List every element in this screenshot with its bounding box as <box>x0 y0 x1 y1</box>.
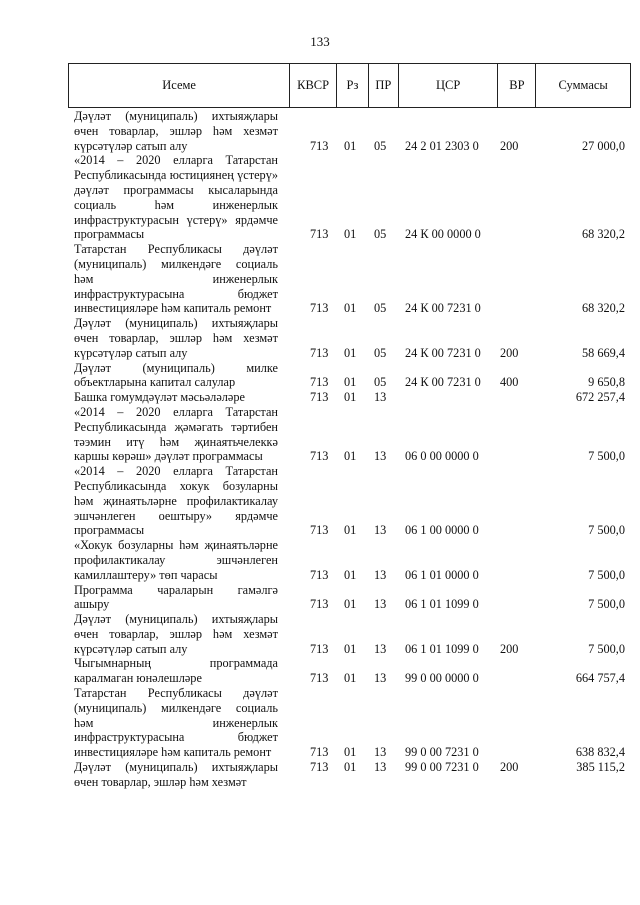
row-name-line: өчен товарлар, эшләр һәм хезмәт <box>74 626 278 641</box>
row-kvsr: 713 <box>310 567 329 582</box>
row-rz: 01 <box>344 345 357 360</box>
row-csr: 24 2 01 2303 0 <box>405 138 479 153</box>
row-name <box>68 464 278 538</box>
table-header <box>68 63 631 108</box>
table-row <box>68 361 631 391</box>
row-name-line: «2014 – 2020 елларга Татарстан <box>74 464 278 479</box>
row-name-line: Республикасында хокук бозуларны <box>74 478 278 493</box>
row-csr: 24 К 00 7231 0 <box>405 375 481 390</box>
row-rz: 01 <box>344 523 357 538</box>
row-name-line: (муниципаль) милкендәге социаль <box>74 256 278 271</box>
row-name-line: Дәүләт (муниципаль) ихтыяҗлары <box>74 316 278 331</box>
row-kvsr: 713 <box>310 641 329 656</box>
column-header-sum: Суммасы <box>535 64 630 107</box>
row-name-line: дәүләт программасы кысаларында <box>74 182 278 197</box>
row-kvsr: 713 <box>310 301 329 316</box>
row-name <box>68 242 278 316</box>
row-rz: 01 <box>344 301 357 316</box>
row-pr: 13 <box>374 449 387 464</box>
row-pr: 13 <box>374 523 387 538</box>
row-name-line: Республикасында җәмәгать тәртибен <box>74 419 278 434</box>
row-pr: 05 <box>374 138 387 153</box>
row-pr: 13 <box>374 641 387 656</box>
row-name <box>68 390 278 405</box>
page-number: 133 <box>310 34 330 49</box>
table-row <box>68 538 631 582</box>
row-name-line: (муниципаль) милкендәге социаль <box>74 700 278 715</box>
row-name-line: «2014 – 2020 елларга Татарстан <box>74 153 278 168</box>
row-name-line: Чыгымнарның программада <box>74 656 278 671</box>
row-sum: 672 257,4 <box>575 390 625 405</box>
row-name-line: Татарстан Республикасы дәүләт <box>74 242 278 257</box>
row-name-line: объектларына капитал салулар <box>74 375 236 390</box>
row-rz: 01 <box>344 641 357 656</box>
row-sum: 7 500,0 <box>588 567 625 582</box>
row-name-line: ашыру <box>74 597 110 612</box>
column-header-vr: ВР <box>497 64 535 107</box>
table-row <box>68 242 631 316</box>
row-csr: 06 1 01 0000 0 <box>405 567 479 582</box>
row-name-line: күрсәтүләр сатып алу <box>74 345 188 360</box>
row-csr: 24 К 00 7231 0 <box>405 345 481 360</box>
row-rz: 01 <box>344 745 357 760</box>
row-sum: 7 500,0 <box>588 449 625 464</box>
row-sum: 7 500,0 <box>588 641 625 656</box>
row-sum: 9 650,8 <box>588 375 625 390</box>
row-name-line: инфраструктурасына бюджет <box>74 730 278 745</box>
row-sum: 58 669,4 <box>581 345 625 360</box>
row-sum: 664 757,4 <box>575 671 625 686</box>
row-pr: 05 <box>374 345 387 360</box>
row-pr: 05 <box>374 301 387 316</box>
column-header-name: Исеме <box>162 78 196 92</box>
row-csr: 06 0 00 0000 0 <box>405 449 479 464</box>
table-row <box>68 405 631 464</box>
row-kvsr: 713 <box>310 138 329 153</box>
row-name-line: «Хокук бозуларны һәм җинаятьләрне <box>74 538 278 553</box>
column-header-csr: ЦСР <box>398 64 498 107</box>
column-header-pr: ПР <box>368 64 398 107</box>
column-header-kvsr: КВСР <box>289 64 336 107</box>
row-name <box>68 656 278 686</box>
row-pr: 05 <box>374 227 387 242</box>
row-vr: 200 <box>500 641 519 656</box>
row-pr: 13 <box>374 597 387 612</box>
row-pr: 13 <box>374 671 387 686</box>
row-name-line: Дәүләт (муниципаль) ихтыяҗлары <box>74 760 278 775</box>
row-name-line: камиллаштеру» төп чарасы <box>74 567 218 582</box>
row-sum: 7 500,0 <box>588 597 625 612</box>
row-pr: 13 <box>374 760 387 775</box>
row-csr: 99 0 00 0000 0 <box>405 671 479 686</box>
row-name <box>68 153 278 242</box>
row-name-line: күрсәтүләр сатып алу <box>74 138 188 153</box>
row-name-line: өчен товарлар, эшләр һәм хезмәт <box>74 330 278 345</box>
row-rz: 01 <box>344 760 357 775</box>
row-name-line: Программа чараларын гамәлгә <box>74 582 278 597</box>
row-name-line: Дәүләт (муниципаль) ихтыяҗлары <box>74 612 278 627</box>
row-sum: 638 832,4 <box>575 745 625 760</box>
table-row <box>68 656 631 686</box>
row-pr: 05 <box>374 375 387 390</box>
table-row <box>68 390 631 405</box>
row-name <box>68 316 278 360</box>
table-row <box>68 612 631 656</box>
table-row <box>68 153 631 242</box>
row-name-line: Дәүләт (муниципаль) милке <box>74 360 278 375</box>
row-rz: 01 <box>344 567 357 582</box>
row-name-line: инфраструктурасына бюджет <box>74 286 278 301</box>
row-kvsr: 713 <box>310 390 329 405</box>
row-name-line: инфраструктурасын үстерү» ярдәмче <box>74 212 278 227</box>
row-kvsr: 713 <box>310 745 329 760</box>
row-name-line: программасы <box>74 523 145 538</box>
row-pr: 13 <box>374 390 387 405</box>
row-kvsr: 713 <box>310 227 329 242</box>
row-csr: 06 1 00 0000 0 <box>405 523 479 538</box>
row-csr: 24 К 00 0000 0 <box>405 227 481 242</box>
row-kvsr: 713 <box>310 760 329 775</box>
row-name-line: программасы <box>74 227 145 242</box>
row-name <box>68 361 278 391</box>
row-rz: 01 <box>344 449 357 464</box>
row-csr: 06 1 01 1099 0 <box>405 597 479 612</box>
row-name <box>68 760 278 790</box>
row-name-line: инвестицияләре һәм капиталь ремонт <box>74 745 272 760</box>
row-name-line: каршы көрәш» дәүләт программасы <box>74 449 263 464</box>
table-row <box>68 316 631 360</box>
row-csr: 99 0 00 7231 0 <box>405 760 479 775</box>
table-row <box>68 464 631 538</box>
row-name-line: инвестицияләре һәм капиталь ремонт <box>74 301 272 316</box>
row-rz: 01 <box>344 138 357 153</box>
row-name-line: Дәүләт (муниципаль) ихтыяҗлары <box>74 109 278 123</box>
table-row <box>68 760 631 790</box>
row-csr: 99 0 00 7231 0 <box>405 745 479 760</box>
row-kvsr: 713 <box>310 597 329 612</box>
row-name <box>68 405 278 464</box>
row-sum: 68 320,2 <box>581 227 625 242</box>
row-rz: 01 <box>344 227 357 242</box>
row-name-line: өчен товарлар, эшләр һәм хезмәт <box>74 774 247 789</box>
row-name <box>68 109 278 153</box>
row-name <box>68 612 278 656</box>
row-kvsr: 713 <box>310 449 329 464</box>
row-name-line: һәм җинаятьләрне профилактикалау <box>74 493 278 508</box>
table-row <box>68 109 631 153</box>
row-pr: 13 <box>374 567 387 582</box>
row-name-line: Татарстан Республикасы дәүләт <box>74 686 278 701</box>
row-name-line: күрсәтүләр сатып алу <box>74 641 188 656</box>
row-csr: 24 К 00 7231 0 <box>405 301 481 316</box>
row-vr: 200 <box>500 138 519 153</box>
row-name-line: һәм инженерлык <box>74 271 278 286</box>
table-row <box>68 686 631 760</box>
row-sum: 7 500,0 <box>588 523 625 538</box>
table-body <box>68 109 631 790</box>
row-sum: 27 000,0 <box>581 138 625 153</box>
row-name-line: социаль һәм инженерлык <box>74 197 278 212</box>
row-kvsr: 713 <box>310 345 329 360</box>
row-rz: 01 <box>344 597 357 612</box>
table-row <box>68 583 631 613</box>
row-rz: 01 <box>344 390 357 405</box>
row-sum: 385 115,2 <box>576 760 625 775</box>
row-name-line: Башка гомумдәүләт мәсьәләләре <box>74 390 245 405</box>
row-csr: 06 1 01 1099 0 <box>405 641 479 656</box>
row-name-line: тәэмин итү һәм җинаятьчелеккә <box>74 434 278 449</box>
row-vr: 200 <box>500 345 519 360</box>
row-name-line: һәм инженерлык <box>74 715 278 730</box>
row-rz: 01 <box>344 671 357 686</box>
row-kvsr: 713 <box>310 671 329 686</box>
row-name-line: эшчәнлеген оештыру» ярдәмче <box>74 508 278 523</box>
row-sum: 68 320,2 <box>581 301 625 316</box>
row-rz: 01 <box>344 375 357 390</box>
row-name <box>68 538 278 582</box>
row-pr: 13 <box>374 745 387 760</box>
row-kvsr: 713 <box>310 523 329 538</box>
column-header-rz: Рз <box>336 64 368 107</box>
row-name-line: өчен товарлар, эшләр һәм хезмәт <box>74 123 278 138</box>
row-vr: 400 <box>500 375 519 390</box>
row-name-line: каралмаган юнәлешләре <box>74 671 202 686</box>
row-kvsr: 713 <box>310 375 329 390</box>
row-name-line: профилактикалау эшчәнлеген <box>74 552 278 567</box>
row-name <box>68 583 278 613</box>
row-vr: 200 <box>500 760 519 775</box>
row-name-line: Республикасында юстициянең үстерү» <box>74 168 278 183</box>
row-name <box>68 686 278 760</box>
row-name-line: «2014 – 2020 елларга Татарстан <box>74 404 278 419</box>
